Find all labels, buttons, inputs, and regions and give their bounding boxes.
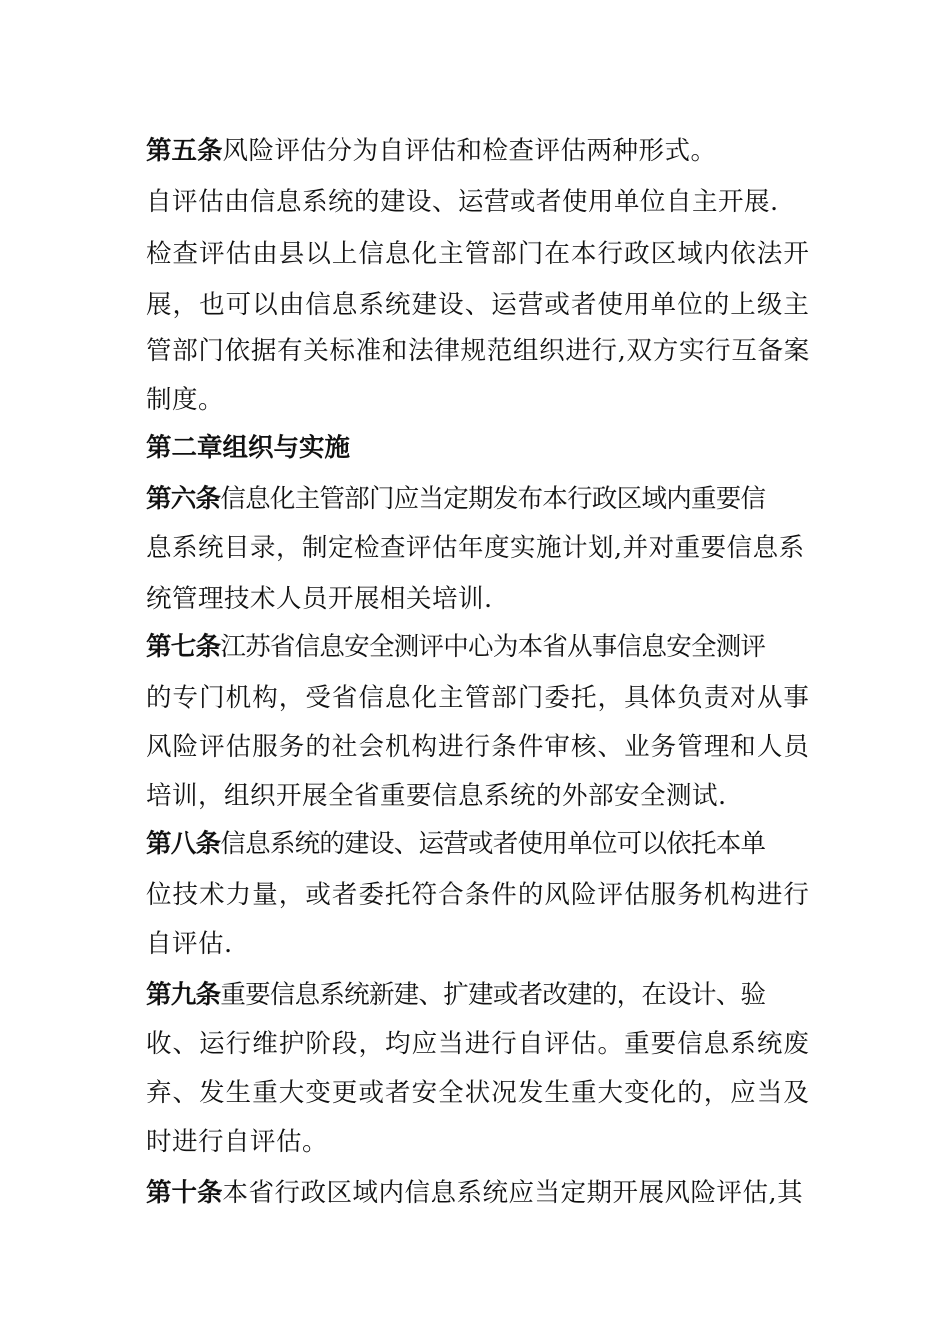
article-10-line-1 <box>146 1175 803 1211</box>
article-7-label: 第七条 <box>146 632 221 662</box>
article-8-line-1 <box>146 826 765 862</box>
article-10-label: 第十条 <box>146 1178 223 1208</box>
article-6-text-1: 信息化主管部门应当定期发布本行政区域内重要信 <box>220 484 766 514</box>
chapter-2-heading: 第二章组织与实施 <box>146 433 351 463</box>
article-9-line-2: 收、运行维护阶段，均应当进行自评估。重要信息系统废 <box>146 1029 810 1059</box>
article-10-text-1: 本省行政区域内信息系统应当定期开展风险评估,其 <box>222 1178 804 1208</box>
article-9-text-1: 重要信息系统新建、扩建或者改建的，在设计、验 <box>220 980 766 1010</box>
article-5-line-5: 管部门依据有关标准和法律规范组织进行,双方实行互备案 <box>146 336 810 366</box>
article-8-line-2: 位技术力量，或者委托符合条件的风险评估服务机构进行 <box>146 880 810 910</box>
article-6-line-1 <box>146 481 765 517</box>
article-5-line-3: 检查评估由县以上信息化主管部门在本行政区域内依法开 <box>146 239 810 269</box>
article-7-line-4: 培训，组织开展全省重要信息系统的外部安全测试. <box>146 781 727 811</box>
article-6-line-2: 息系统目录，制定检查评估年度实施计划,并对重要信息系 <box>146 533 805 563</box>
article-7-text-1: 江苏省信息安全测评中心为本省从事信息安全测评 <box>220 632 766 662</box>
article-6-line-3: 统管理技术人员开展相关培训. <box>146 584 493 614</box>
article-5-line-2: 自评估由信息系统的建设、运营或者使用单位自主开展. <box>146 187 779 217</box>
article-5-label: 第五条 <box>146 136 223 166</box>
article-9-line-1 <box>146 977 765 1013</box>
article-7-line-3: 风险评估服务的社会机构进行条件审核、业务管理和人员 <box>146 732 810 762</box>
article-7-line-1 <box>146 629 765 665</box>
article-5-line-4: 展，也可以由信息系统建设、运营或者使用单位的上级主 <box>146 290 810 320</box>
article-8-line-3: 自评估. <box>146 929 233 959</box>
article-5-line-6: 制度。 <box>146 385 225 415</box>
article-5-text-1: 风险评估分为自评估和检查评估两种形式。 <box>222 136 717 166</box>
article-9-line-4: 时进行自评估。 <box>146 1127 329 1157</box>
article-7-line-2: 的专门机构，受省信息化主管部门委托，具体负责对从事 <box>146 683 810 713</box>
article-5-line-1 <box>146 133 717 169</box>
article-6-label: 第六条 <box>146 484 221 514</box>
article-8-text-1: 信息系统的建设、运营或者使用单位可以依托本单 <box>220 829 766 859</box>
article-8-label: 第八条 <box>146 829 221 859</box>
article-9-line-3: 弃、发生重大变更或者安全状况发生重大变化的，应当及 <box>146 1078 810 1108</box>
article-9-label: 第九条 <box>146 980 221 1010</box>
